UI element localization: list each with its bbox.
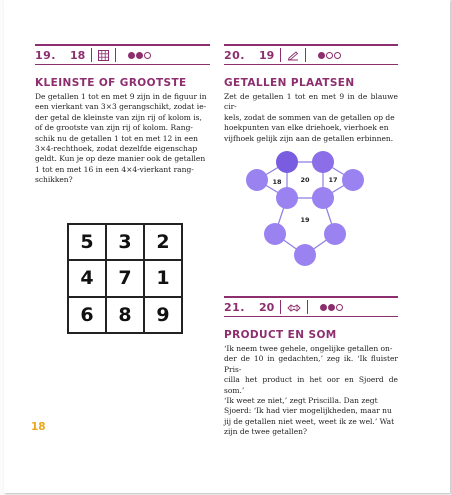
difficulty-dot-filled <box>320 304 327 311</box>
grid-cell: 4 <box>68 260 106 296</box>
puzzle-20 <box>224 44 398 144</box>
difficulty-dot-empty <box>144 52 151 59</box>
puzzle-header <box>224 44 398 65</box>
puzzle-points: 19 <box>259 48 275 62</box>
circle-node <box>342 169 364 191</box>
circle-node <box>312 187 334 209</box>
triangle-sum-label: 17 <box>328 176 338 184</box>
grid-cell: 9 <box>144 297 182 333</box>
circle-node <box>276 187 298 209</box>
puzzle-text: ‘Ik neem twee gehele, ongelijke getallen on- der de 10 in gedachten,’ zeg ik. ‘Ik fluister Pris- cilla het product in het oor en Sjoerd de som.’ ‘Ik weet ze niet,’ zegt Priscilla. Dan zegt Sjoerd: ‘Ik had vier mogelijkheden, maar nu jij de getallen niet weet, weet ik ze wel.’ Wat zijn de twee getallen? <box>224 344 398 437</box>
puzzle-header <box>35 44 210 65</box>
puzzle-points: 18 <box>70 48 86 62</box>
circle-node <box>294 244 316 266</box>
puzzle-number: 19. <box>35 48 56 62</box>
circle-node <box>312 151 334 173</box>
difficulty-dot-filled <box>328 304 335 311</box>
grid-cell: 6 <box>68 297 106 333</box>
pencil-icon <box>287 50 299 61</box>
puzzle-title: GETALLEN PLAATSEN <box>224 77 355 89</box>
puzzle-title: KLEINSTE OF GROOTSTE <box>35 77 187 89</box>
circle-diagram <box>237 150 373 270</box>
puzzle-19 <box>35 44 210 186</box>
grid-cell: 7 <box>106 260 144 296</box>
circle-node <box>264 223 286 245</box>
puzzle-points: 20 <box>259 300 275 314</box>
difficulty-dot-empty <box>334 52 341 59</box>
grid-cell: 8 <box>106 297 144 333</box>
difficulty-indicator <box>128 52 151 59</box>
difficulty-dot-empty <box>336 304 343 311</box>
difficulty-dot-empty <box>326 52 333 59</box>
difficulty-indicator <box>318 52 341 59</box>
difficulty-indicator <box>320 304 343 311</box>
puzzle-text: De getallen 1 tot en met 9 zijn in de figuur in een vierkant van 3×3 gerangschikt, zodat ie- der getal de kleinste van zijn rij of kolom is, of de grootste van zijn rij of kolom. Rang- schik nu de getallen 1 tot en met 12 in een 3×4-rechthoek, zodat dezelfde eigenschap geldt. Kun je op deze manier ook de getallen 1 tot en met 16 in een 4×4-vierkant rang- schikken? <box>35 92 207 185</box>
puzzle-21 <box>224 296 398 438</box>
page-number: 18 <box>31 421 46 433</box>
difficulty-dot-filled <box>136 52 143 59</box>
grid-cell: 2 <box>144 224 182 260</box>
triangle-sum-label: 18 <box>272 178 282 186</box>
puzzle-number: 21. <box>224 300 245 314</box>
number-grid <box>67 223 183 334</box>
grid-cell: 3 <box>106 224 144 260</box>
grid-cell: 5 <box>68 224 106 260</box>
puzzle-number: 20. <box>224 48 245 62</box>
puzzle-text: Zet de getallen 1 tot en met 9 in de blauwe cir- kels, zodat de sommen van de getallen op de hoekpunten van elke driehoek, vierhoek en vijfhoek gelijk zijn aan de getallen erbinnen. <box>224 92 398 143</box>
grid-icon <box>98 50 109 61</box>
grid-cell: 1 <box>144 260 182 296</box>
pentagon-sum-label: 19 <box>300 216 310 224</box>
handshake-icon <box>287 302 301 312</box>
puzzle-header <box>224 296 398 317</box>
puzzle-title: PRODUCT EN SOM <box>224 329 337 341</box>
circle-node <box>324 223 346 245</box>
book-page <box>4 0 450 493</box>
circle-node <box>276 151 298 173</box>
square-sum-label: 20 <box>300 176 310 184</box>
difficulty-dot-filled <box>318 52 325 59</box>
difficulty-dot-filled <box>128 52 135 59</box>
circle-node <box>246 169 268 191</box>
